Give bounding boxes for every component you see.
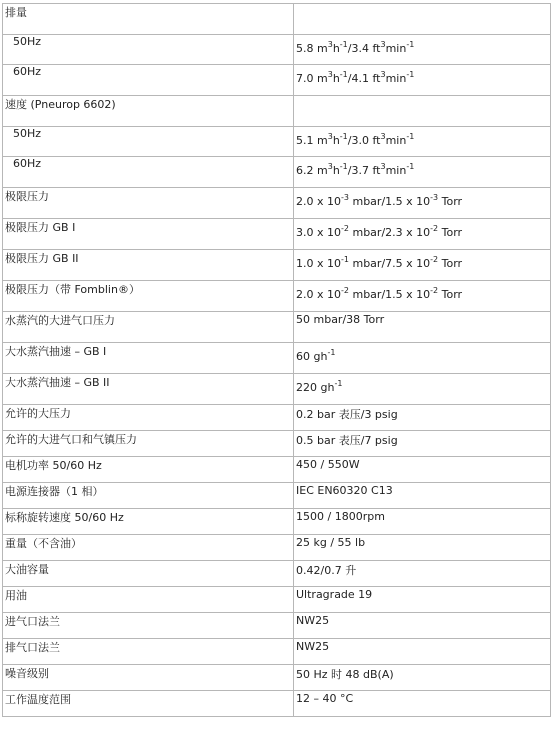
- spec-label: 重量（不含油）: [5, 537, 82, 550]
- spec-value-cell: [294, 613, 551, 639]
- spec-label: 60Hz: [13, 157, 42, 170]
- spec-label-cell: [3, 613, 294, 639]
- spec-value-text: 6.2 m: [296, 164, 328, 177]
- spec-label: 用油: [5, 589, 27, 602]
- spec-label-cell: [3, 35, 294, 65]
- spec-value-text: 2.0 x 10: [296, 288, 341, 301]
- spec-label-cell: [3, 535, 294, 561]
- spec-value-cell: [294, 312, 551, 343]
- spec-value-text: min: [385, 42, 407, 55]
- spec-value-superscript: -1: [406, 162, 415, 171]
- spec-value-superscript: 3: [380, 132, 386, 141]
- spec-value: [296, 588, 372, 601]
- spec-value: [296, 350, 335, 363]
- spec-label-cell: [3, 219, 294, 250]
- spec-value-superscript: -3: [341, 193, 349, 202]
- spec-value: [296, 288, 462, 301]
- spec-label-cell: [3, 250, 294, 281]
- spec-value-cell: [294, 405, 551, 431]
- spec-value-superscript: -1: [339, 40, 348, 49]
- spec-value-cell: [294, 535, 551, 561]
- spec-value-text: 5.8 m: [296, 42, 328, 55]
- spec-value-cell: [294, 35, 551, 65]
- spec-value: [296, 458, 360, 471]
- table-row: [3, 35, 551, 65]
- spec-label: 大水蒸汽抽速 – GB II: [5, 376, 110, 389]
- spec-label-cell: [3, 431, 294, 457]
- spec-value-superscript: 3: [327, 132, 333, 141]
- spec-label: 电机功率 50/60 Hz: [5, 459, 102, 472]
- spec-label: 极限压力（带 Fomblin®）: [5, 283, 140, 296]
- spec-value-text: 5.1 m: [296, 134, 328, 147]
- spec-value-superscript: -1: [334, 379, 343, 388]
- spec-label: 工作温度范围: [5, 693, 71, 706]
- spec-label-cell: [3, 281, 294, 312]
- spec-value-text: 0.5 bar 表压/7 psig: [296, 434, 398, 447]
- spec-value-superscript: -1: [341, 255, 349, 264]
- spec-value-text: h: [332, 42, 340, 55]
- spec-label: 大水蒸汽抽速 – GB I: [5, 345, 107, 358]
- spec-value-cell: [294, 281, 551, 312]
- spec-label-cell: [3, 374, 294, 405]
- spec-value: [296, 313, 384, 326]
- spec-value-cell: [294, 188, 551, 219]
- spec-value-superscript: -1: [406, 132, 415, 141]
- spec-label: 允许的大压力: [5, 407, 71, 420]
- spec-value-text: 220 gh: [296, 381, 335, 394]
- spec-value: [296, 614, 329, 627]
- spec-value-text: 12 – 40 °C: [296, 692, 354, 705]
- spec-value: [296, 195, 462, 208]
- table-row: [3, 587, 551, 613]
- spec-value-superscript: -2: [430, 255, 439, 264]
- spec-label: 噪音级别: [5, 667, 49, 680]
- table-row: [3, 157, 551, 188]
- table-row: [3, 96, 551, 127]
- spec-value: [296, 640, 329, 653]
- table-row: [3, 561, 551, 587]
- spec-value-superscript: -1: [339, 132, 348, 141]
- table-row: [3, 457, 551, 483]
- spec-label-cell: [3, 343, 294, 374]
- spec-table-body: [3, 4, 551, 717]
- spec-value: [296, 692, 353, 705]
- spec-value-text: min: [385, 134, 407, 147]
- spec-value-text: h: [332, 72, 340, 85]
- spec-value: [296, 226, 462, 239]
- spec-label: 60Hz: [13, 65, 42, 78]
- spec-value-cell: [294, 587, 551, 613]
- spec-label-cell: [3, 691, 294, 717]
- table-row: [3, 219, 551, 250]
- spec-value-superscript: -1: [406, 40, 415, 49]
- spec-value-cell: [294, 374, 551, 405]
- spec-label-cell: [3, 639, 294, 665]
- spec-value-text: /3.0 ft: [347, 134, 381, 147]
- spec-value-cell: [294, 4, 551, 35]
- spec-value-cell: [294, 343, 551, 374]
- spec-table: [2, 3, 551, 717]
- spec-value-text: 25 kg / 55 lb: [296, 536, 366, 549]
- spec-label: 极限压力 GB II: [5, 252, 79, 265]
- spec-value-cell: [294, 639, 551, 665]
- spec-value-superscript: -1: [327, 348, 336, 357]
- spec-label-cell: [3, 188, 294, 219]
- table-row: [3, 374, 551, 405]
- spec-value-text: 1500 / 1800rpm: [296, 510, 385, 523]
- spec-label-cell: [3, 509, 294, 535]
- spec-value: [296, 42, 414, 55]
- spec-value-superscript: -2: [341, 224, 349, 233]
- spec-label-cell: [3, 457, 294, 483]
- spec-value-text: Torr: [438, 226, 463, 239]
- table-row: [3, 535, 551, 561]
- spec-value-text: 2.0 x 10: [296, 195, 341, 208]
- spec-value-superscript: 3: [380, 40, 386, 49]
- table-row: [3, 665, 551, 691]
- spec-label-cell: [3, 65, 294, 96]
- spec-value-superscript: 3: [327, 162, 333, 171]
- table-row: [3, 405, 551, 431]
- spec-label: 电源连接器（1 相）: [5, 485, 104, 498]
- spec-label: 水蒸汽的大进气口压力: [5, 314, 115, 327]
- spec-value-cell: [294, 96, 551, 127]
- table-row: [3, 312, 551, 343]
- table-row: [3, 483, 551, 509]
- spec-value-text: 0.42/0.7 升: [296, 564, 357, 577]
- spec-value-text: NW25: [296, 640, 330, 653]
- spec-label-cell: [3, 96, 294, 127]
- spec-label: 进气口法兰: [5, 615, 60, 628]
- spec-value-cell: [294, 250, 551, 281]
- table-row: [3, 188, 551, 219]
- spec-value-text: Torr: [438, 257, 463, 270]
- spec-value-text: 0.2 bar 表压/3 psig: [296, 408, 398, 421]
- spec-value: [296, 536, 365, 549]
- spec-value-superscript: -1: [339, 70, 348, 79]
- spec-label: 允许的大进气口和气镇压力: [5, 433, 137, 446]
- spec-label: 排气口法兰: [5, 641, 60, 654]
- spec-value-text: 50 Hz 时 48 dB(A): [296, 668, 394, 681]
- spec-label: 50Hz: [13, 127, 42, 140]
- spec-value-text: mbar/2.3 x 10: [348, 226, 431, 239]
- spec-value-cell: [294, 457, 551, 483]
- spec-label: 速度 (Pneurop 6602): [5, 98, 116, 111]
- spec-value-text: /3.4 ft: [347, 42, 381, 55]
- spec-value-superscript: -2: [430, 224, 439, 233]
- spec-value: [296, 381, 342, 394]
- spec-label-cell: [3, 312, 294, 343]
- table-row: [3, 65, 551, 96]
- spec-value-text: /4.1 ft: [347, 72, 381, 85]
- spec-value-superscript: -1: [339, 162, 348, 171]
- spec-value-text: Torr: [438, 195, 463, 208]
- table-row: [3, 281, 551, 312]
- spec-value-superscript: 3: [327, 70, 333, 79]
- spec-value: [296, 432, 398, 448]
- spec-value-text: 7.0 m: [296, 72, 328, 85]
- table-row: [3, 250, 551, 281]
- spec-value-text: /3.7 ft: [347, 164, 381, 177]
- spec-value-text: h: [332, 164, 340, 177]
- spec-value-text: 60 gh: [296, 350, 328, 363]
- spec-label-cell: [3, 405, 294, 431]
- spec-value-superscript: 3: [380, 70, 386, 79]
- spec-value: [296, 164, 414, 177]
- spec-value-text: mbar/1.5 x 10: [348, 195, 431, 208]
- spec-value-text: 450 / 550W: [296, 458, 360, 471]
- spec-label: 大油容量: [5, 563, 49, 576]
- spec-value: [296, 510, 385, 523]
- spec-value-text: min: [385, 164, 407, 177]
- table-row: [3, 4, 551, 35]
- spec-value-superscript: 3: [380, 162, 386, 171]
- spec-label-cell: [3, 561, 294, 587]
- spec-label: 极限压力: [5, 190, 49, 203]
- spec-label: 极限压力 GB I: [5, 221, 76, 234]
- spec-value: [296, 72, 414, 85]
- spec-value-superscript: -2: [341, 286, 349, 295]
- spec-value-text: mbar/1.5 x 10: [348, 288, 431, 301]
- table-row: [3, 613, 551, 639]
- spec-value-cell: [294, 431, 551, 457]
- spec-value-text: 50 mbar/38 Torr: [296, 313, 385, 326]
- spec-value-text: Torr: [438, 288, 463, 301]
- spec-value-text: 1.0 x 10: [296, 257, 341, 270]
- spec-label: 排量: [5, 6, 27, 19]
- spec-label-cell: [3, 483, 294, 509]
- spec-label: 标称旋转速度 50/60 Hz: [5, 511, 124, 524]
- spec-value-text: 3.0 x 10: [296, 226, 341, 239]
- table-row: [3, 639, 551, 665]
- spec-value: [296, 134, 414, 147]
- spec-value-superscript: -3: [430, 193, 439, 202]
- spec-label: 50Hz: [13, 35, 42, 48]
- spec-value: [296, 406, 398, 422]
- spec-value-cell: [294, 691, 551, 717]
- spec-value-text: mbar/7.5 x 10: [348, 257, 431, 270]
- table-row: [3, 127, 551, 157]
- spec-value-cell: [294, 509, 551, 535]
- spec-value-cell: [294, 127, 551, 157]
- spec-label-cell: [3, 4, 294, 35]
- table-row: [3, 509, 551, 535]
- table-row: [3, 343, 551, 374]
- spec-value-cell: [294, 665, 551, 691]
- table-row: [3, 431, 551, 457]
- spec-label-cell: [3, 127, 294, 157]
- spec-value-cell: [294, 561, 551, 587]
- spec-label-cell: [3, 157, 294, 188]
- spec-value: [296, 666, 394, 682]
- spec-value-cell: [294, 219, 551, 250]
- spec-value: [296, 257, 462, 270]
- spec-value: [296, 562, 356, 578]
- spec-value-cell: [294, 157, 551, 188]
- spec-value-text: min: [385, 72, 407, 85]
- spec-value: [296, 484, 393, 497]
- spec-value-cell: [294, 483, 551, 509]
- spec-value-text: IEC EN60320 C13: [296, 484, 393, 497]
- spec-value-superscript: -2: [430, 286, 439, 295]
- spec-value-text: Ultragrade 19: [296, 588, 373, 601]
- table-row: [3, 691, 551, 717]
- spec-label-cell: [3, 665, 294, 691]
- spec-value-cell: [294, 65, 551, 96]
- spec-value-superscript: 3: [327, 40, 333, 49]
- spec-value-superscript: -1: [406, 70, 415, 79]
- spec-value-text: h: [332, 134, 340, 147]
- spec-label-cell: [3, 587, 294, 613]
- spec-value-text: NW25: [296, 614, 330, 627]
